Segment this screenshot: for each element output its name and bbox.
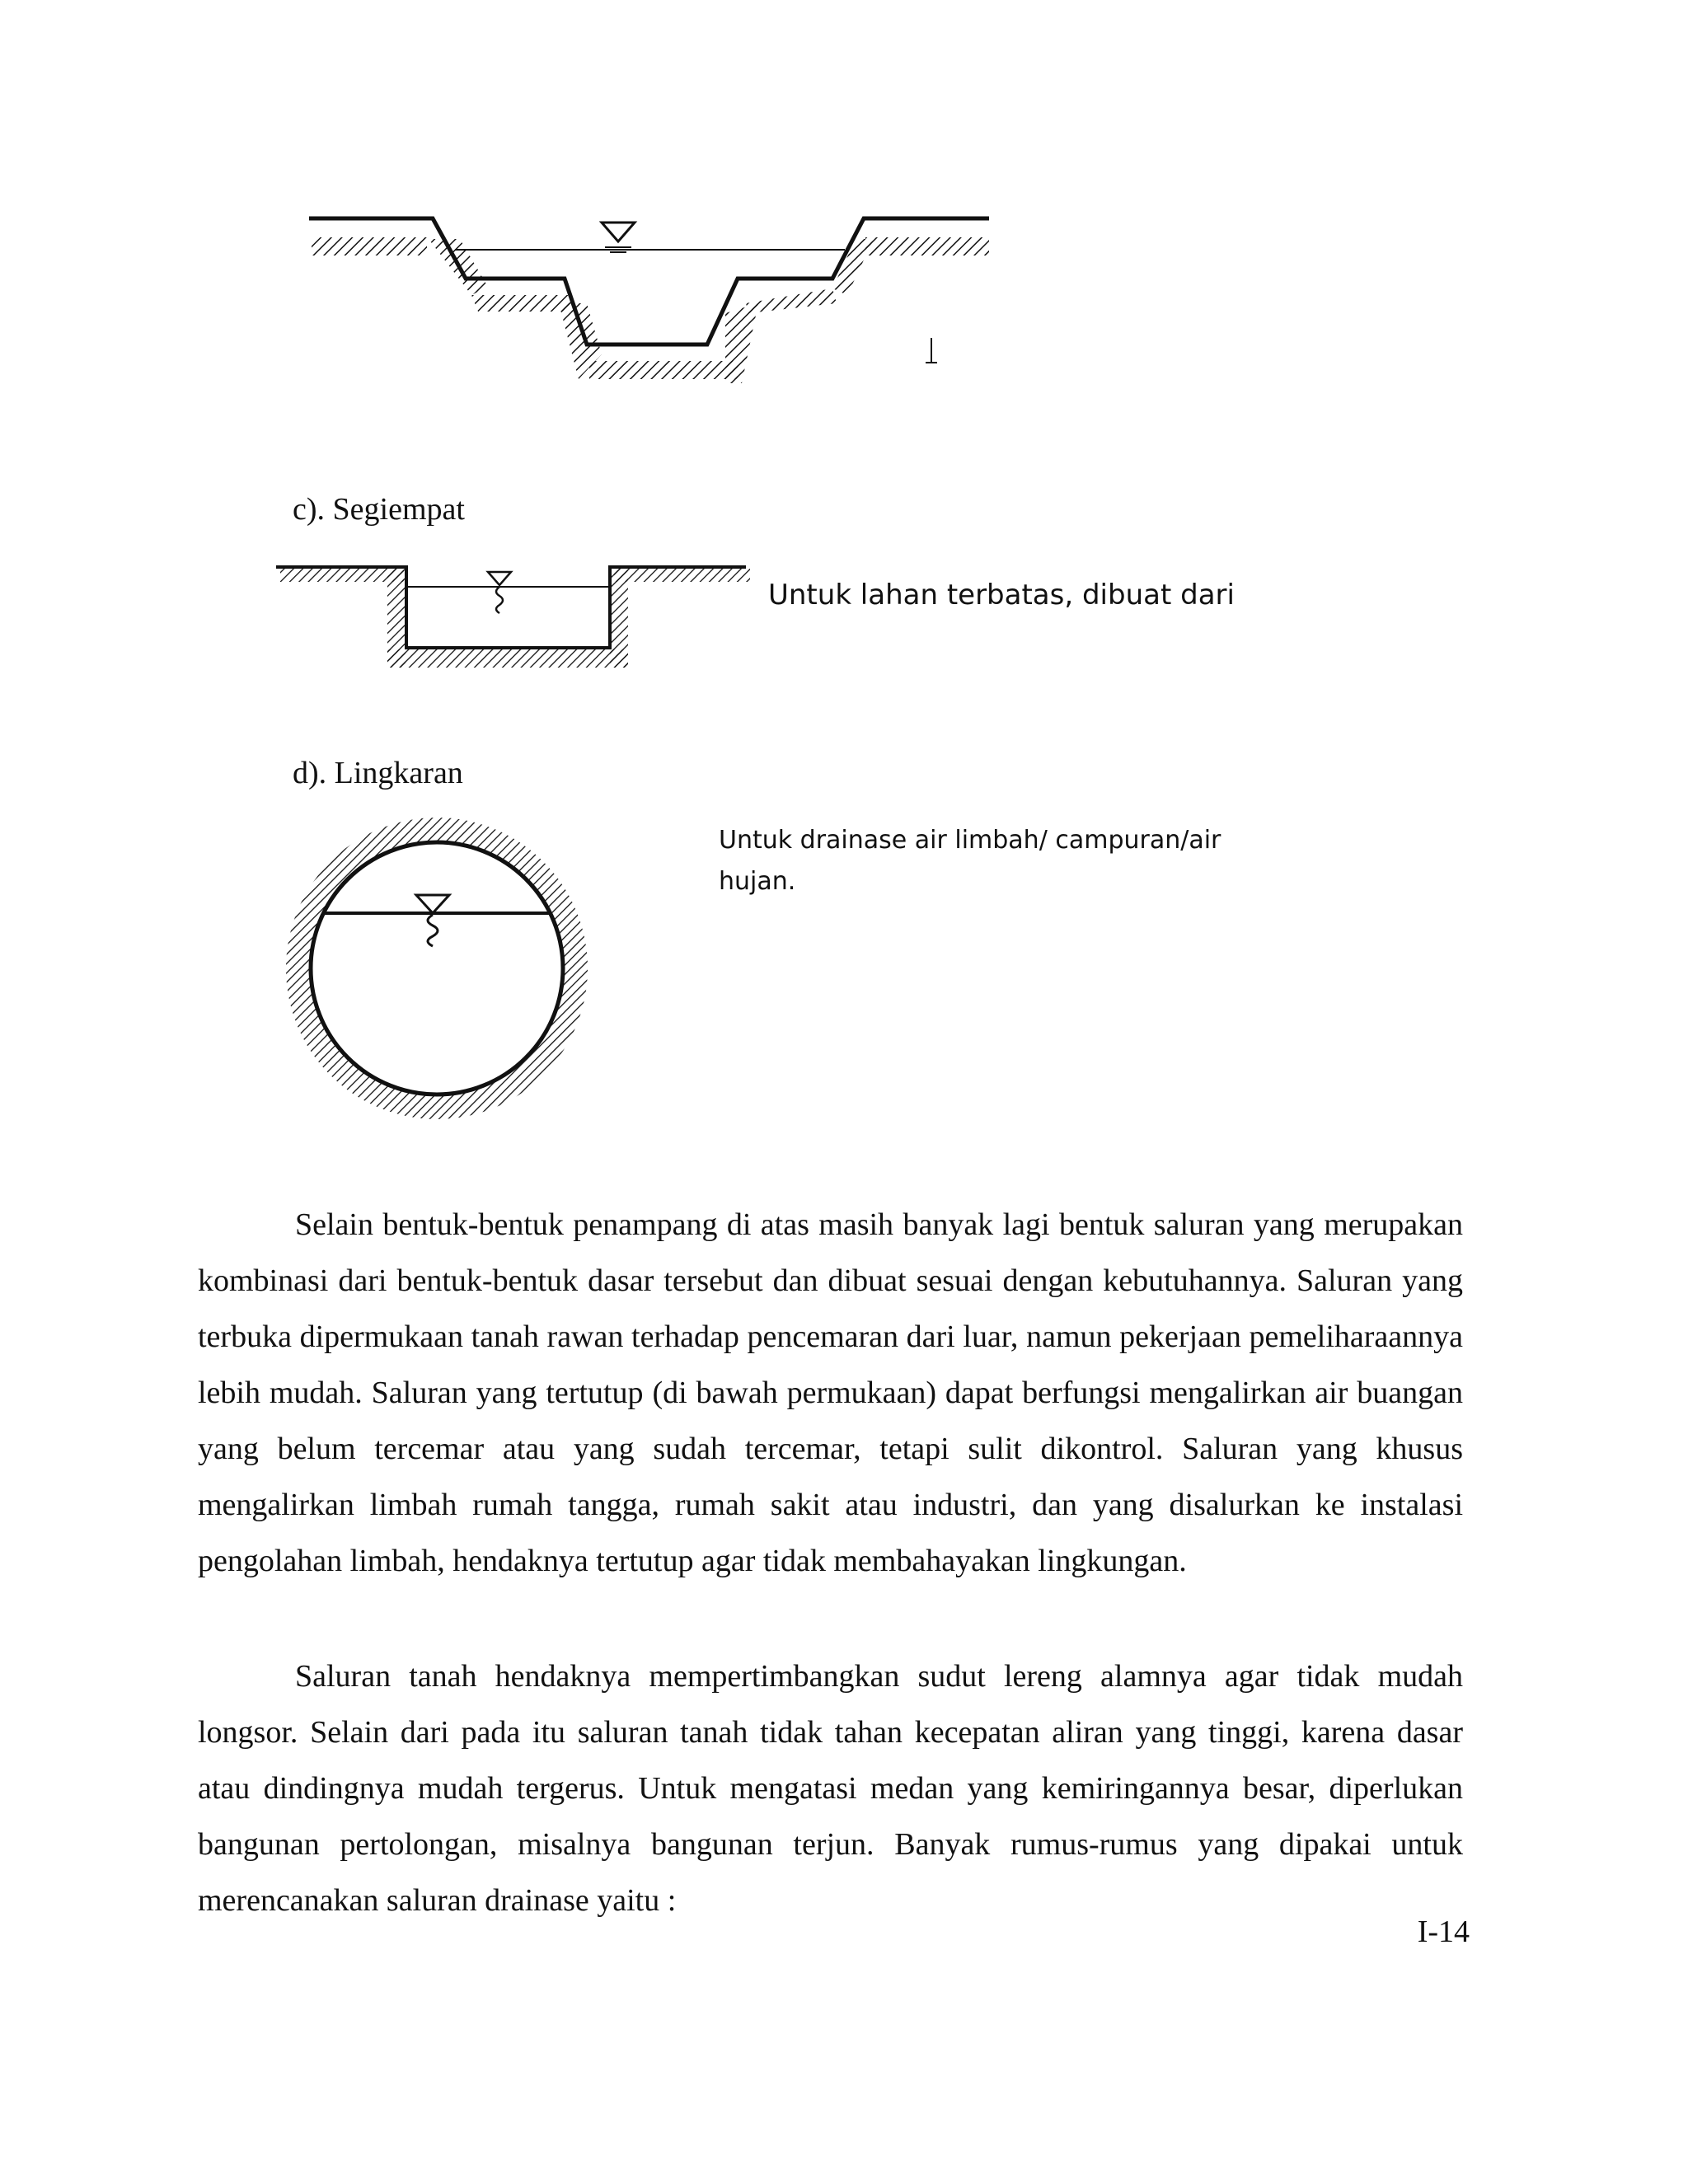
compound-channel-diagram (297, 198, 1006, 404)
soil-hatch-left (312, 237, 427, 255)
figure-note-segiempat: Untuk lahan terbatas, dibuat dari (768, 579, 1235, 612)
pipe-outline (311, 842, 563, 1094)
soil-hatch-right (865, 237, 989, 255)
soil-hatch-right-top (614, 569, 750, 582)
soil-hatch-berm-right (746, 288, 837, 313)
water-level-icon (488, 572, 511, 613)
soil-hatch-left-top (280, 569, 404, 582)
soil-hatch-inner-right (725, 303, 758, 383)
figure-note-lingkaran (719, 820, 1221, 902)
small-marker-icon (926, 338, 937, 363)
figure-note-lingkaran-line1: Untuk drainase air limbah/ campuran/air (719, 826, 1221, 855)
water-level-icon (602, 223, 635, 252)
circular-channel-diagram (284, 816, 589, 1121)
soil-hatch-bottom (387, 649, 628, 668)
body-paragraph-1: Selain bentuk-bentuk penampang di atas masih banyak lagi bentuk saluran yang merupakan kombinasi dari bentuk-bentuk dasar tersebut dan dibuat sesuai dengan kebutuhannya. Saluran yang terbuka dipermukaan tanah rawan terhadap pencemaran dari luar, namun pekerjaan pemeliharaannya lebih mudah. Saluran yang tertutup (di bawah permukaan) dapat berfungsi mengalirkan air buangan yang belum tercemar atau yang sudah tercemar, tetapi sulit dikontrol. Saluran yang khusus mengalirkan limbah rumah tangga, rumah sakit atau industri, dan yang disalurkan ke instalasi pengolahan limbah, hendaknya tertutup agar tidak membahayakan lingkungan. (198, 1207, 1463, 1578)
figure-caption-lingkaran: d). Lingkaran (293, 756, 463, 790)
soil-hatch-berm-left (471, 295, 573, 312)
channel-outline (309, 218, 989, 344)
page-number: I-14 (1417, 1915, 1470, 1949)
figure-note-lingkaran-line2: hujan. (719, 867, 796, 896)
figure-caption-segiempat: c). Segiempat (293, 492, 465, 527)
rectangular-channel-diagram (272, 552, 758, 676)
soil-hatch-bottom (589, 361, 738, 379)
body-paragraph-2: Saluran tanah hendaknya mempertimbangkan sudut lereng alamnya agar tidak mudah longsor. Selain dari pada itu saluran tanah tidak tahan kecepatan aliran yang tinggi, karena dasar atau dindingnya mudah tergerus. Untuk mengatasi medan yang kemiringannya besar, diperlukan bangunan pertolongan, misalnya bangunan terjun. Banyak rumus-rumus yang dipakai untuk merencanakan saluran drainase yaitu : (198, 1659, 1463, 1918)
